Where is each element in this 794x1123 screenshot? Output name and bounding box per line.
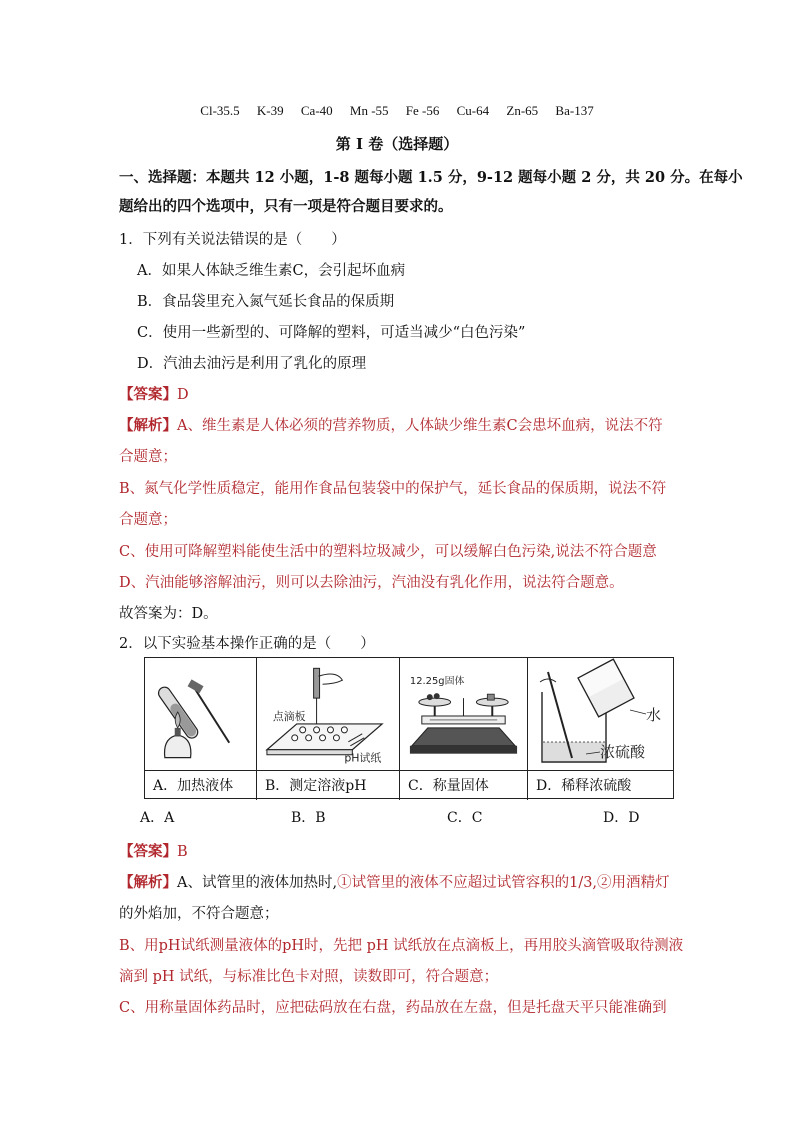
caption-b: B．测定溶液pH [257, 770, 399, 800]
caption-c: C．称量固体 [400, 770, 527, 800]
q2-analysis-line-4: 滴到 pH 试纸，与标准比色卡对照，读数即可，符合题意； [119, 969, 499, 985]
q2-analysis-line-2: 的外焰加，不符合题意； [119, 906, 279, 922]
figure-cell-a [145, 658, 257, 800]
q1-analysis-line-1 [119, 414, 663, 435]
answer-tag: 【答案】 [119, 386, 177, 403]
question-1-stem: 1．下列有关说法错误的是（ ） [119, 232, 346, 248]
answer-tag: 【答案】 [119, 843, 177, 860]
drop-plate-label: 点滴板 [272, 709, 306, 723]
analysis-text-b: ①试管里的液体不应超过试管容积的1/3,②用酒精灯 [337, 875, 670, 891]
q1-option-a: A．如果人体缺乏维生素C，会引起坏血病 [137, 263, 406, 279]
q1-analysis-line-5: C、使用可降解塑料能使生活中的塑料垃圾减少，可以缓解白色污染,说法不符合题意 [119, 544, 657, 560]
q2-choice-d: D．D [603, 810, 640, 826]
atomic-mass: Zn-65 [506, 103, 539, 118]
figure-cell-d [528, 658, 673, 800]
atomic-mass: Ca-40 [300, 103, 333, 118]
q1-analysis-line-6: D、汽油能够溶解油污，则可以去除油污，汽油没有乳化作用，说法符合题意。 [119, 575, 624, 591]
q2-choice-b: B．B [291, 810, 326, 826]
atomic-masses-line [0, 103, 794, 119]
question-2-stem: 2．以下实验基本操作正确的是（ ） [119, 636, 375, 652]
ph-test-figure [257, 658, 399, 770]
solid-mass-label: 12.25g固体 [409, 676, 465, 688]
caption-a: A．加热液体 [145, 770, 256, 800]
ph-paper-label: pH试纸 [344, 751, 382, 765]
atomic-mass: Cl-35.5 [200, 103, 240, 118]
analysis-text-a: A、试管里的液体加热时, [177, 875, 338, 891]
q1-analysis-line-3: B、氮气化学性质稳定，能用作食品包装袋中的保护气，延长食品的保质期，说法不符 [119, 481, 667, 497]
atomic-mass: Ba-137 [555, 103, 594, 118]
atomic-mass: Mn -55 [349, 103, 389, 118]
answer-value: D [177, 387, 189, 403]
analysis-text: A、维生素是人体必须的营养物质，人体缺少维生素C会患坏血病，说法不符 [177, 418, 663, 434]
answer-value: B [177, 844, 188, 860]
analysis-tag: 【解析】 [119, 874, 177, 891]
q2-choice-c: C．C [447, 810, 483, 826]
q1-conclusion: 故答案为：D。 [119, 606, 218, 622]
q1-answer [119, 383, 189, 404]
figure-cell-c [400, 658, 528, 800]
section-intro-line-1: 一、选择题：本题共 12 小题，1-8 题每小题 1.5 分，9-12 题每小题 2 分，共 20 分。在每小 [119, 169, 743, 186]
weighing-figure [400, 658, 527, 770]
q2-choice-a: A．A [140, 810, 175, 826]
q1-option-d: D．汽油去油污是利用了乳化的原理 [137, 356, 367, 372]
analysis-tag: 【解析】 [119, 417, 177, 434]
q2-answer [119, 840, 188, 861]
diluting-acid-figure [528, 658, 673, 770]
q2-analysis-line-3: B、用pH试纸测量液体的pH时，先把 pH 试纸放在点滴板上，再用胶头滴管吸取待测液 [119, 938, 684, 954]
figure-cell-b [257, 658, 400, 800]
volume-title: 第 I 卷（选择题） [335, 135, 459, 153]
atomic-mass: K-39 [256, 103, 284, 118]
q1-analysis-line-4: 合题意； [119, 512, 177, 528]
conc-acid-label: 浓硫酸 [600, 743, 646, 761]
q1-option-c: C．使用一些新型的、可降解的塑料，可适当减少“白色污染” [137, 325, 526, 341]
q2-figure-table [144, 657, 674, 799]
atomic-mass: Cu-64 [456, 103, 490, 118]
q1-option-b: B．食品袋里充入氮气延长食品的保质期 [137, 294, 395, 310]
section-intro-line-2: 题给出的四个选项中，只有一项是符合题目要求的。 [119, 198, 453, 215]
water-label: 水 [646, 706, 662, 724]
q2-analysis-line-1 [119, 871, 670, 892]
caption-d: D．稀释浓硫酸 [528, 770, 673, 800]
q2-analysis-line-5: C、用称量固体药品时，应把砝码放在右盘，药品放在左盘，但是托盘天平只能准确到 [119, 1000, 667, 1016]
atomic-mass: Fe -56 [405, 103, 440, 118]
q1-analysis-line-2: 合题意； [119, 449, 177, 465]
heating-liquid-figure [145, 658, 256, 770]
